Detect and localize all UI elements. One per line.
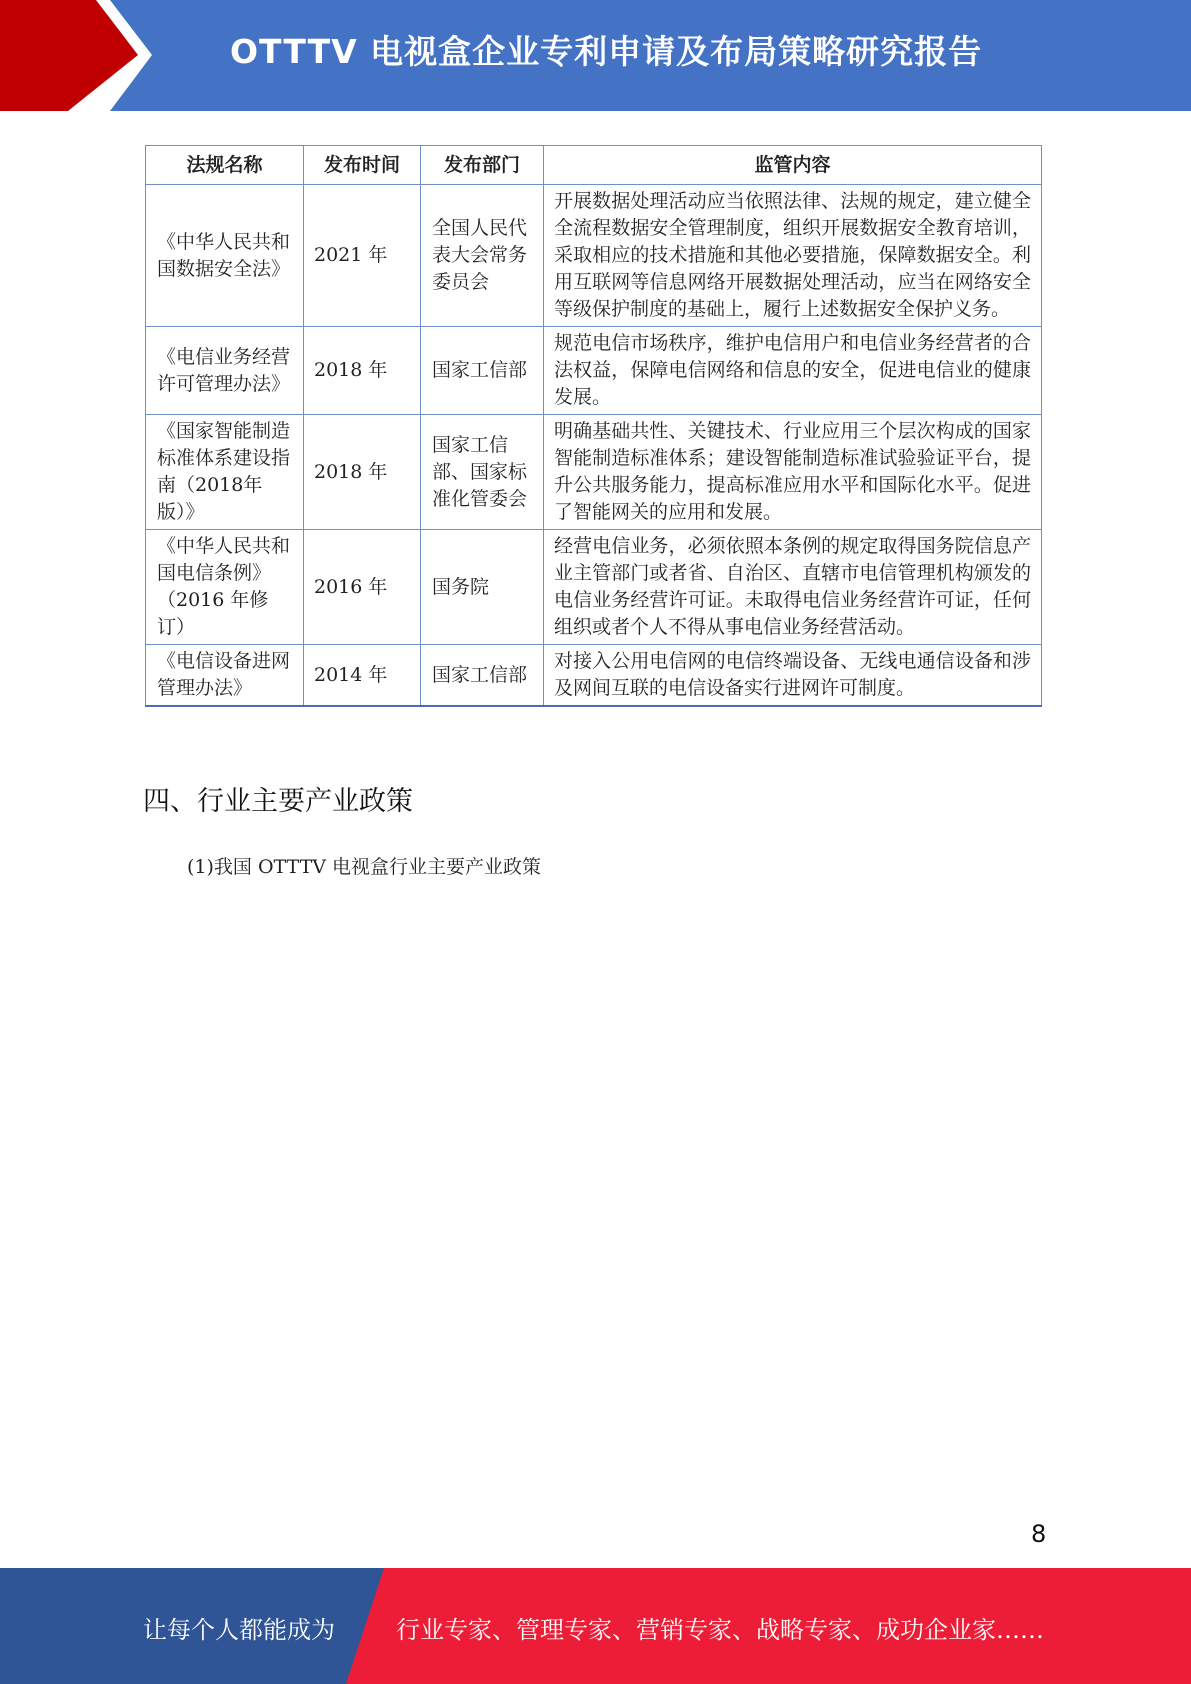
column-header-dept: 发布部门 bbox=[421, 146, 544, 185]
regulation-content: 开展数据处理活动应当依照法律、法规的规定，建立健全全流程数据安全管理制度，组织开展数据安全教育培训，采取相应的技术措施和其他必要措施，保障数据安全。利用互联网等信息网络开展数据处理活动，应当在网络安全等级保护制度的基础上，履行上述数据安全保护义务。 bbox=[544, 185, 1042, 327]
table-row bbox=[146, 327, 1042, 415]
regulation-year: 2018 年 bbox=[304, 415, 421, 530]
column-header-year: 发布时间 bbox=[304, 146, 421, 185]
regulation-table bbox=[145, 145, 1042, 707]
table-row bbox=[146, 645, 1042, 707]
regulation-name: 《电信设备进网管理办法》 bbox=[146, 645, 304, 707]
page-header bbox=[0, 0, 1191, 111]
column-header-content: 监管内容 bbox=[544, 146, 1042, 185]
regulation-year: 2014 年 bbox=[304, 645, 421, 707]
regulation-name: 《电信业务经营许可管理办法》 bbox=[146, 327, 304, 415]
regulation-content: 对接入公用电信网的电信终端设备、无线电通信设备和涉及网间互联的电信设备实行进网许可制度。 bbox=[544, 645, 1042, 707]
regulation-content: 明确基础共性、关键技术、行业应用三个层次构成的国家智能制造标准体系；建设智能制造标准试验验证平台，提升公共服务能力，提高标准应用水平和国际化水平。促进了智能网关的应用和发展。 bbox=[544, 415, 1042, 530]
footer-slogan-right: 行业专家、管理专家、营销专家、战略专家、成功企业家…… bbox=[396, 1616, 1044, 1644]
regulation-name: 《国家智能制造标准体系建设指南（2018年版）》 bbox=[146, 415, 304, 530]
section-heading: 四、行业主要产业政策 bbox=[143, 786, 413, 817]
subsection-heading: (1)我国 OTTTV 电视盒行业主要产业政策 bbox=[187, 856, 542, 878]
regulation-year: 2021 年 bbox=[304, 185, 421, 327]
table-row bbox=[146, 415, 1042, 530]
regulation-content: 规范电信市场秩序，维护电信用户和电信业务经营者的合法权益，保障电信网络和信息的安全，促进电信业的健康发展。 bbox=[544, 327, 1042, 415]
page-number: 8 bbox=[1031, 1520, 1047, 1548]
regulation-name: 《中华人民共和国数据安全法》 bbox=[146, 185, 304, 327]
regulation-dept: 全国人民代表大会常务委员会 bbox=[421, 185, 544, 327]
regulation-year: 2018 年 bbox=[304, 327, 421, 415]
page-footer bbox=[0, 1568, 1191, 1684]
table-header-row bbox=[146, 146, 1042, 185]
regulation-dept: 国家工信部、国家标准化管委会 bbox=[421, 415, 544, 530]
table-row bbox=[146, 185, 1042, 327]
regulation-dept: 国务院 bbox=[421, 530, 544, 645]
regulation-content: 经营电信业务，必须依照本条例的规定取得国务院信息产业主管部门或者省、自治区、直辖市电信管理机构颁发的电信业务经营许可证。未取得电信业务经营许可证，任何组织或者个人不得从事电信业务经营活动。 bbox=[544, 530, 1042, 645]
report-title: OTTTV 电视盒企业专利申请及布局策略研究报告 bbox=[230, 32, 983, 71]
regulation-dept: 国家工信部 bbox=[421, 645, 544, 707]
column-header-name: 法规名称 bbox=[146, 146, 304, 185]
footer-slogan-left: 让每个人都能成为 bbox=[143, 1616, 335, 1644]
regulation-name: 《中华人民共和国电信条例》（2016 年修订） bbox=[146, 530, 304, 645]
regulation-year: 2016 年 bbox=[304, 530, 421, 645]
table-row bbox=[146, 530, 1042, 645]
regulation-dept: 国家工信部 bbox=[421, 327, 544, 415]
